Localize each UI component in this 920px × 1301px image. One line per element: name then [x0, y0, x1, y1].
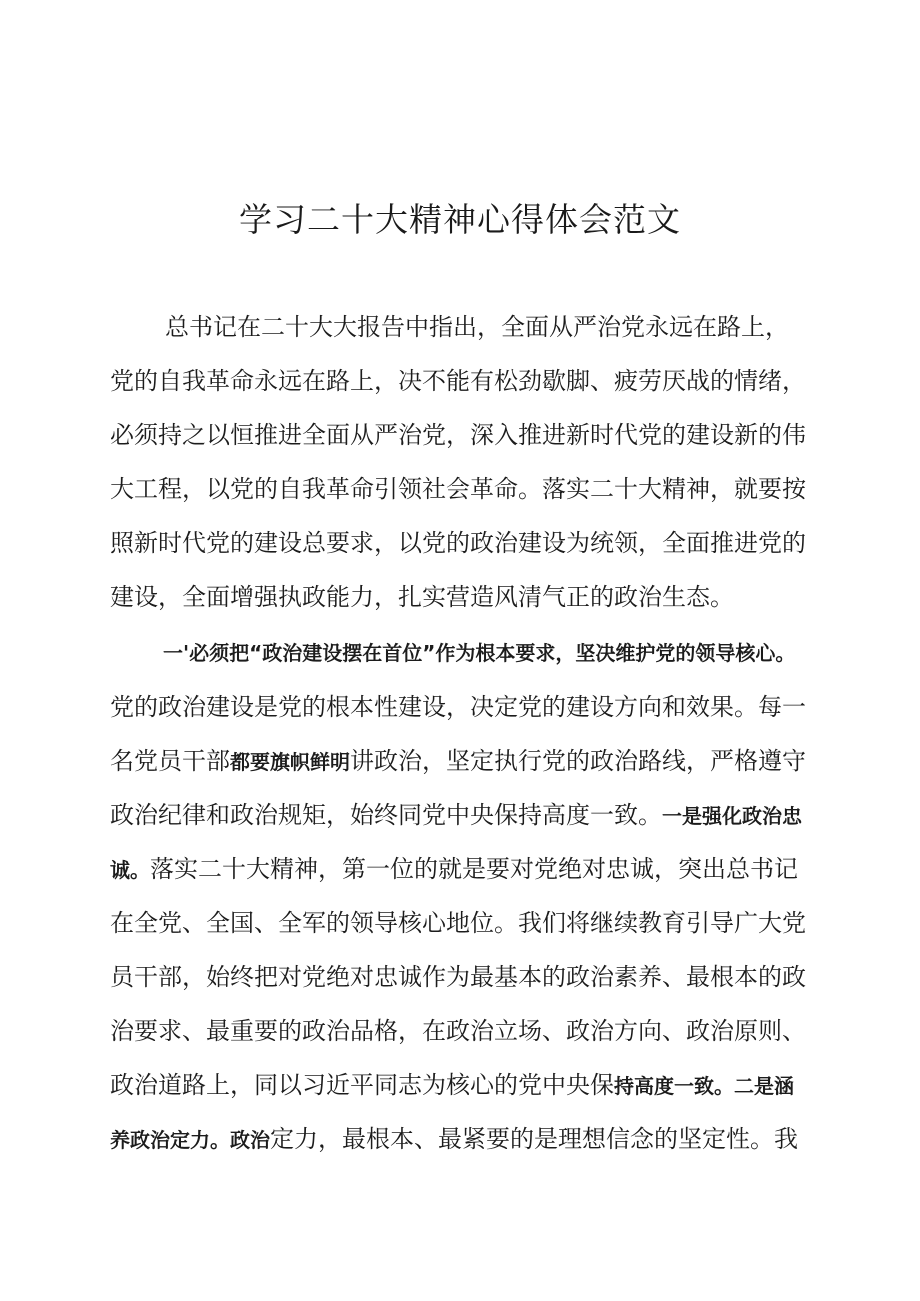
paragraph-line: 必须持之以恒推进全面从严治党，深入推进新时代党的建设新的伟 — [110, 421, 806, 449]
paragraph-line — [110, 842, 798, 896]
bold-text-run: 都要旗帜鲜明 — [230, 750, 350, 774]
paragraph-line: 员干部，始终把对党绝对忠诚作为最基本的政治素养、最根本的政 — [110, 963, 806, 991]
bold-text-run: 一是强化政治忠 — [662, 804, 802, 828]
paragraph-line — [110, 1112, 798, 1166]
text-run: 政治道路上，同以习近平同志为核心的党中央保 — [110, 1071, 614, 1099]
paragraph-line: 治要求、最重要的政治品格，在政治立场、政治方向、政治原则、 — [110, 1017, 806, 1045]
paragraph-line: 党的自我革命永远在路上，决不能有松劲歇脚、疲劳厌战的情绪， — [110, 367, 806, 395]
paragraph-line — [110, 788, 802, 842]
text-run: 定力，最根本、最紧要的是理想信念的坚定性。我 — [270, 1125, 798, 1153]
paragraph-line: 照新时代党的建设总要求，以党的政治建设为统领，全面推进党的 — [110, 529, 806, 557]
paragraph-line: 在全党、全国、全军的领导核心地位。我们将继续教育引导广大党 — [110, 909, 806, 937]
page-title: 学习二十大精神心得体会范文 — [239, 200, 681, 239]
paragraph-line — [110, 1058, 794, 1112]
text-run: 落实二十大精神，第一位的就是要对党绝对忠诚，突出总书记 — [150, 855, 798, 883]
text-run: 讲政治，坚定执行党的政治路线，严格遵守 — [350, 747, 806, 775]
bold-text-run: 养政治定力。政治 — [110, 1128, 270, 1152]
paragraph-line: 总书记在二十大大报告中指出，全面从严治党永远在路上， — [165, 313, 789, 341]
bold-text-run: 持高度一致。二是涵 — [614, 1074, 794, 1098]
bold-text-run: 诚。 — [110, 858, 150, 882]
paragraph-line: 建设，全面增强执政能力，扎实营造风清气正的政治生态。 — [110, 583, 734, 611]
paragraph-line: 党的政治建设是党的根本性建设，决定党的建设方向和效果。每一 — [110, 693, 806, 721]
text-run: 政治纪律和政治规矩，始终同党中央保持高度一致。 — [110, 801, 662, 829]
paragraph-line — [110, 734, 806, 788]
text-run: 名党员干部 — [110, 747, 230, 775]
paragraph-line: 大工程，以党的自我革命引领社会革命。落实二十大精神，就要按 — [110, 475, 806, 503]
section-heading: 一'必须把“政治建设摆在首位”作为根本要求，坚决维护党的领导核心。 — [163, 641, 796, 665]
